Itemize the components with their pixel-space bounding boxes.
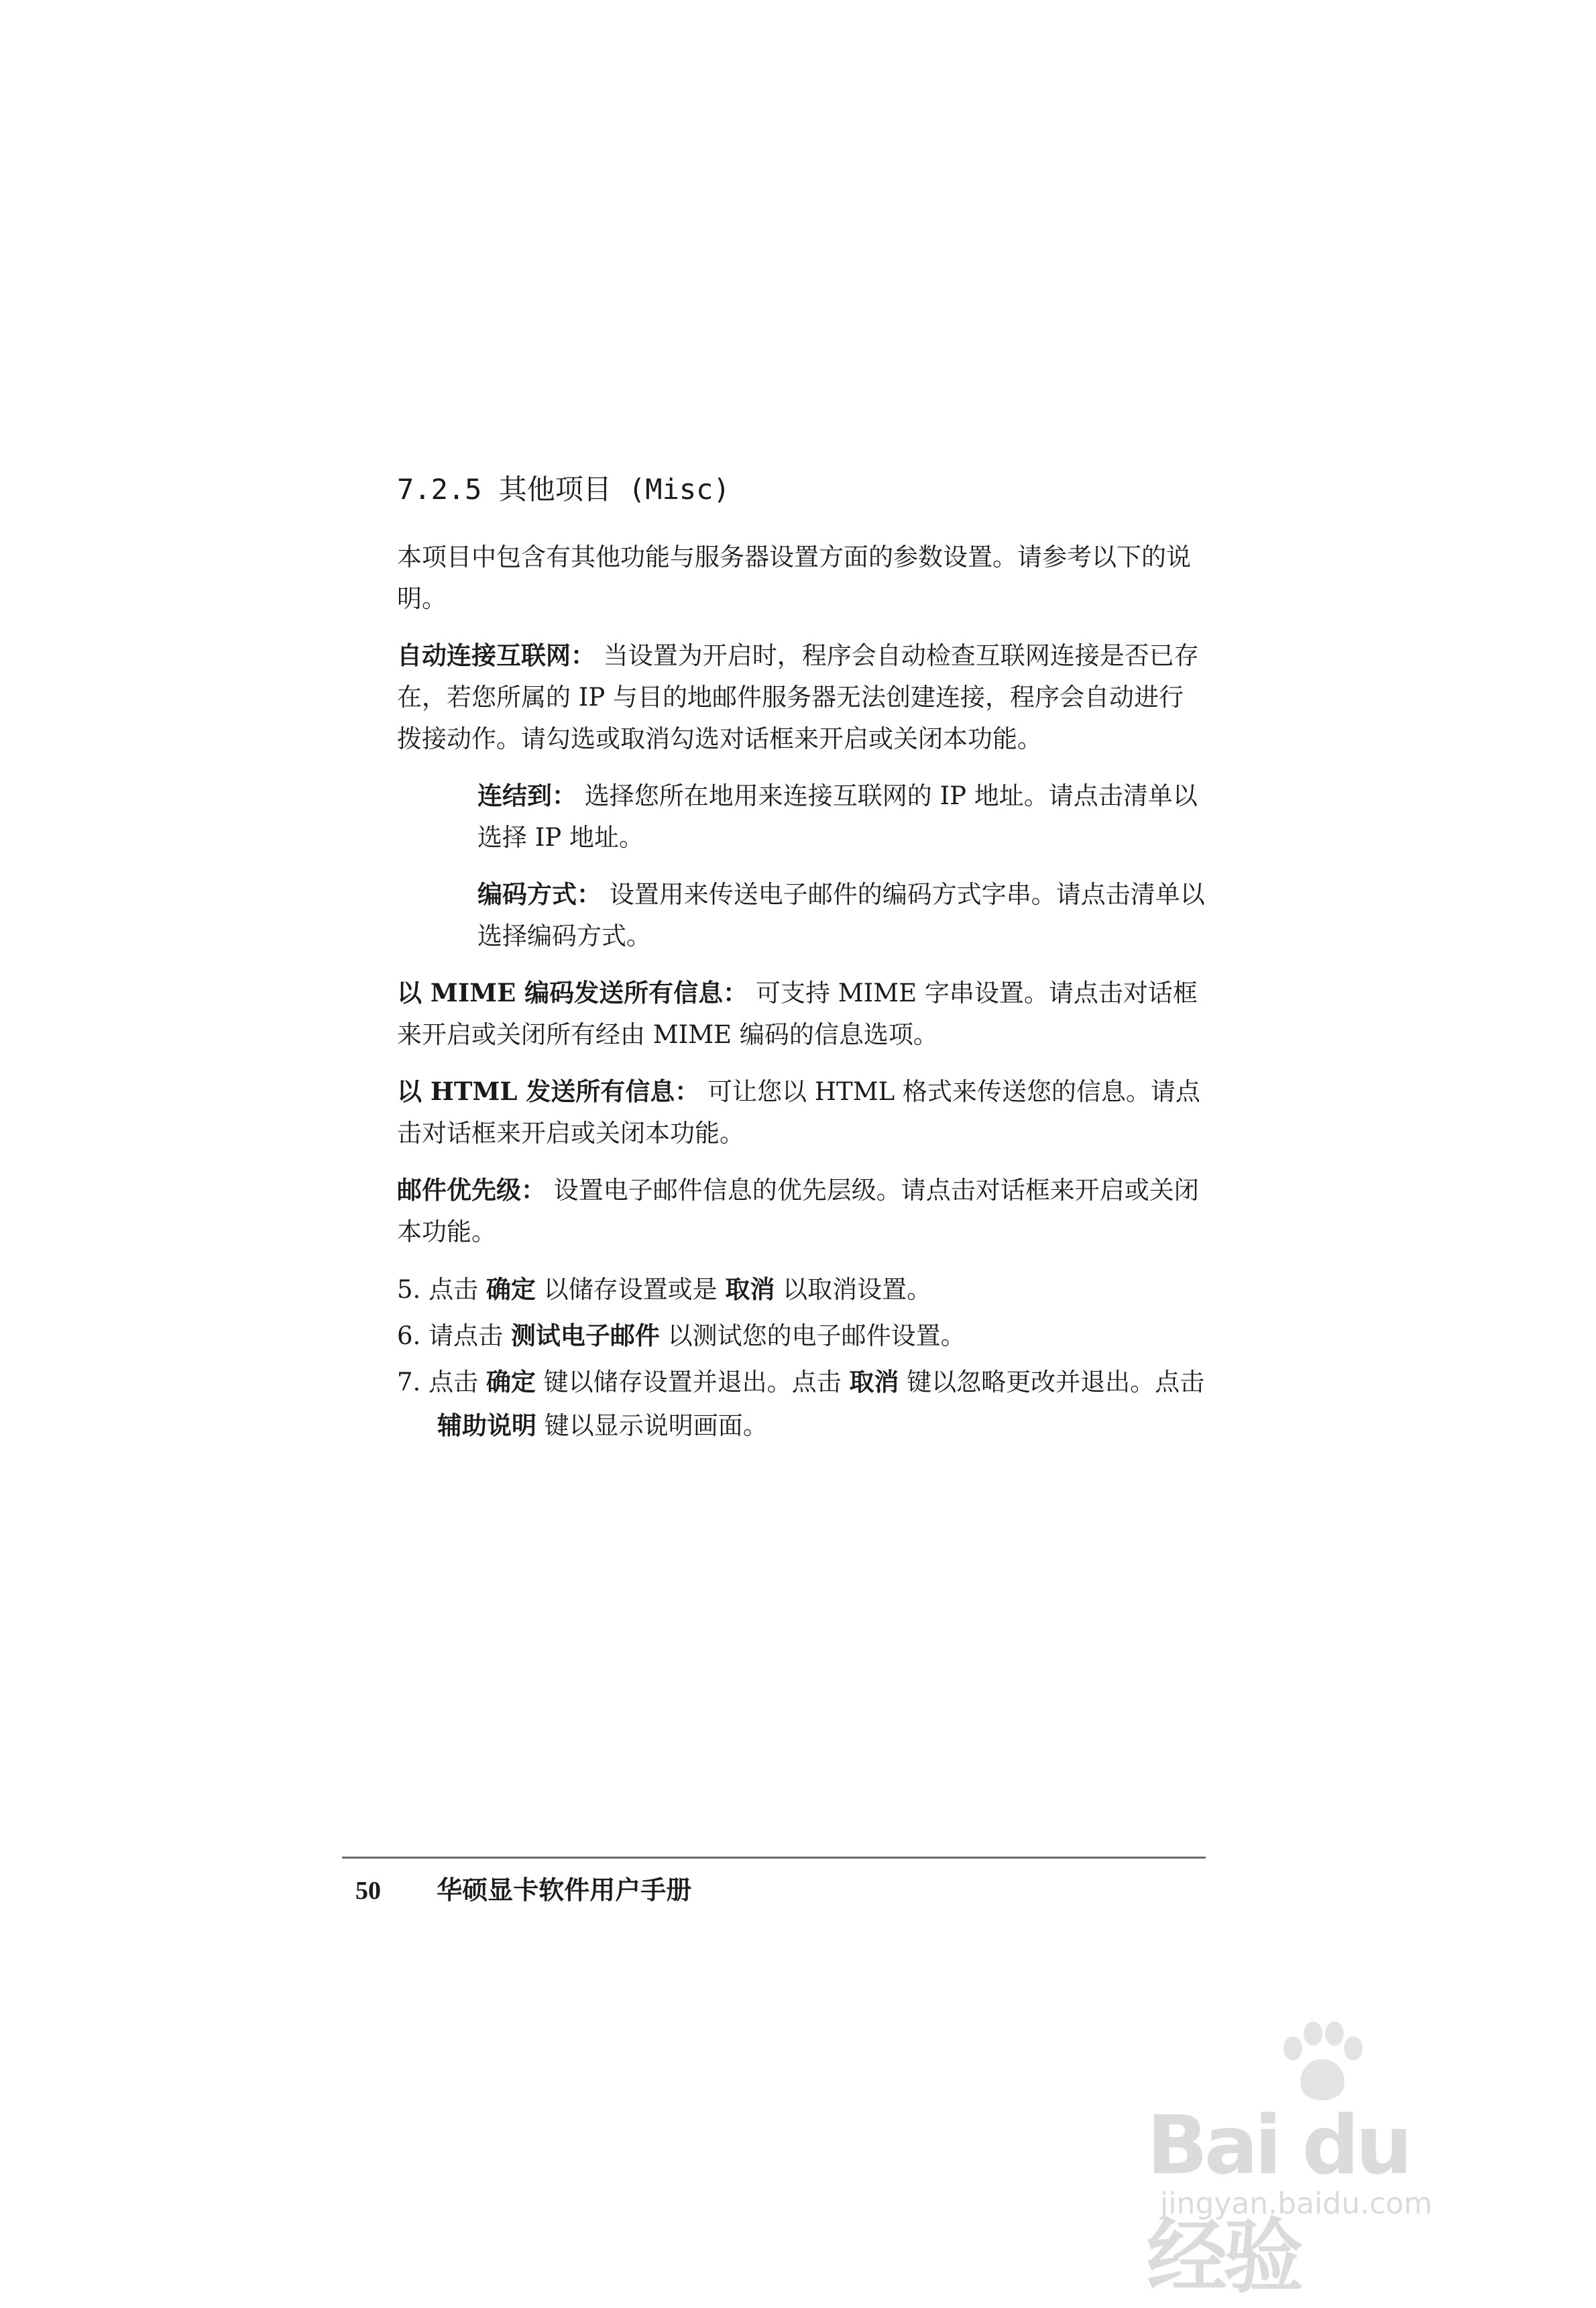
step-5-pre: 5. 点击 (397, 1275, 486, 1304)
footer-rule (342, 1857, 1206, 1859)
html-paragraph (397, 1070, 1208, 1154)
paw-icon (1274, 2019, 1368, 2106)
step-7-mid2: 键以忽略更改并退出。点击 (899, 1368, 1205, 1396)
step-7-help: 辅助说明 (437, 1411, 536, 1440)
step-5-ok: 确定 (486, 1274, 536, 1304)
step-5-cancel: 取消 (725, 1274, 775, 1304)
page-number: 50 (355, 1877, 381, 1905)
auto-connect-label: 自动连接互联网： (397, 641, 595, 670)
step-6-pre: 6. 请点击 (397, 1321, 511, 1350)
content-area (397, 470, 1208, 1450)
step-7-pre: 7. 点击 (397, 1368, 486, 1396)
connect-to-text: 选择您所在地用来连接互联网的 IP 地址。请点击清单以选择 IP 地址。 (477, 781, 1198, 852)
step-7 (397, 1360, 1208, 1447)
auto-connect-text: 当设置为开启时，程序会自动检查互联网连接是否已存在，若您所属的 IP 与目的地邮件服务器无法创建连接，程序会自动进行拨接动作。请勾选或取消勾选对话框来开启或关闭本功能。 (397, 641, 1199, 753)
step-5-mid: 以储存设置或是 (535, 1275, 726, 1304)
manual-title: 华硕显卡软件用户手册 (437, 1875, 692, 1905)
step-7-post: 键以显示说明画面。 (536, 1411, 768, 1440)
html-text: 可让您以 HTML 格式来传送您的信息。请点击对话框来开启或关闭本功能。 (397, 1077, 1200, 1148)
step-6 (397, 1314, 1208, 1358)
auto-connect-paragraph (397, 635, 1208, 760)
mime-text: 可支持 MIME 字串设置。请点击对话框来开启或关闭所有经由 MIME 编码的信息选项。 (397, 979, 1198, 1049)
step-7-mid: 键以储存设置并退出。点击 (535, 1368, 850, 1396)
html-label: 以 HTML 发送所有信息： (397, 1077, 700, 1106)
steps-list (397, 1268, 1208, 1447)
step-5 (397, 1268, 1208, 1311)
step-6-post: 以测试您的电子邮件设置。 (659, 1321, 966, 1350)
watermark-url: jingyan.baidu.com (1160, 2187, 1433, 2221)
encoding-text: 设置用来传送电子邮件的编码方式字串。请点击清单以选择编码方式。 (477, 880, 1205, 950)
mime-paragraph (397, 972, 1208, 1056)
step-5-post: 以取消设置。 (775, 1275, 932, 1304)
mime-label: 以 MIME 编码发送所有信息： (397, 978, 748, 1007)
connect-to-paragraph (397, 775, 1208, 859)
connect-to-label: 连结到： (477, 781, 577, 810)
step-7-ok: 确定 (486, 1367, 536, 1396)
baidu-jingyan-watermark (1133, 2019, 1509, 2304)
priority-text: 设置电子邮件信息的优先层级。请点击对话框来开启或关闭本功能。 (397, 1176, 1199, 1246)
page-footer (355, 1870, 691, 1911)
encoding-label: 编码方式： (477, 879, 602, 909)
encoding-paragraph (397, 873, 1208, 957)
priority-label: 邮件优先级： (397, 1175, 546, 1205)
section-heading: 7.2.5 其他项目 (Misc) (397, 473, 730, 506)
priority-paragraph (397, 1169, 1208, 1253)
intro-paragraph: 本项目中包含有其他功能与服务器设置方面的参数设置。请参考以下的说明。 (397, 543, 1191, 613)
step-6-test-email: 测试电子邮件 (510, 1321, 660, 1350)
step-7-cancel: 取消 (849, 1367, 899, 1396)
watermark-logo: Bai du 经验 (1147, 2099, 1409, 2304)
